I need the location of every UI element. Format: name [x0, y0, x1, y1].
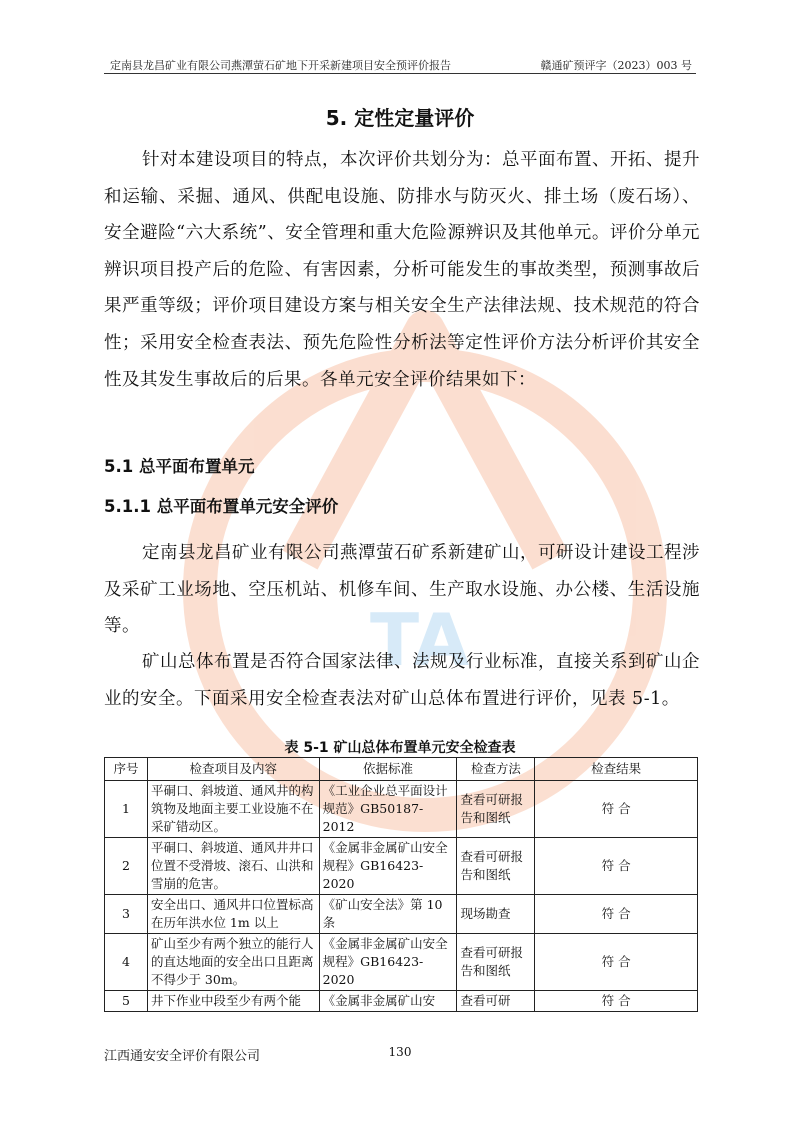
- basis-standard: 《金属非金属矿山安全规程》GB16423-2020: [319, 838, 457, 895]
- header-cell: 检查结果: [535, 758, 698, 781]
- table-row: [105, 781, 698, 838]
- check-method: 查看可研报告和图纸: [457, 934, 535, 991]
- check-method: 查看可研报告和图纸: [457, 838, 535, 895]
- check-result: 符 合: [535, 991, 698, 1012]
- table-row: [105, 934, 698, 991]
- row-number: 4: [105, 934, 148, 991]
- table-header-row: [105, 758, 698, 781]
- footer-company: 江西通安安全评价有限公司: [104, 1049, 261, 1064]
- check-result: 符 合: [535, 895, 698, 934]
- intro-paragraph: 针对本建设项目的特点，本次评价共划分为：总平面布置、开拓、提升和运输、采掘、通风、供配电设施、防排水与防灭火、排土场（废石场）、安全避险“六大系统”、安全管理和重大危险源辨识及其他单元。评价分单元辨识项目投产后的危险、有害因素，分析可能发生的事故类型，预测事故后果严重等级；评价项目建设方案与相关安全生产法律法规、技术规范的符合性；采用安全检查表法、预先危险性分析法等定性评价方法分析评价其安全性及其发生事故后的后果。各单元安全评价结果如下：: [104, 150, 700, 390]
- row-number: 5: [105, 991, 148, 1012]
- table-row: [105, 895, 698, 934]
- check-item: 井下作业中段至少有两个能: [147, 991, 319, 1012]
- row-number: 2: [105, 838, 148, 895]
- safety-checklist-table: [104, 757, 698, 1012]
- header-cell: 检查项目及内容: [147, 758, 319, 781]
- header-report-title: 定南县龙昌矿业有限公司燕潭萤石矿地下开采新建项目安全预评价报告: [110, 59, 451, 72]
- header-cell: 序号: [105, 758, 148, 781]
- basis-standard: 《金属非金属矿山安: [319, 991, 457, 1012]
- header-cell: 检查方法: [457, 758, 535, 781]
- check-method: 现场勘查: [457, 895, 535, 934]
- basis-standard: 《矿山安全法》第 10 条: [319, 895, 457, 934]
- chapter-title: 5. 定性定量评价: [325, 106, 475, 130]
- page-header: [104, 57, 696, 74]
- check-item: 平硐口、斜坡道、通风井井口位置不受滑坡、滚石、山洪和雪崩的危害。: [147, 838, 319, 895]
- paragraph-layout-evaluation: 矿山总体布置是否符合国家法律、法规及行业标准，直接关系到矿山企业的安全。下面采用安全检查表法对矿山总体布置进行评价，见表 5-1。: [104, 652, 700, 709]
- section-heading-5-1-1: 5.1.1 总平面布置单元安全评价: [104, 497, 339, 516]
- check-result: 符 合: [535, 781, 698, 838]
- check-method: 查看可研报告和图纸: [457, 781, 535, 838]
- svg-text:TA: TA: [370, 598, 470, 682]
- check-result: 符 合: [535, 838, 698, 895]
- section-heading-5-1: 5.1 总平面布置单元: [104, 457, 255, 476]
- basis-standard: 《金属非金属矿山安全规程》GB16423-2020: [319, 934, 457, 991]
- table-row: [105, 838, 698, 895]
- check-item: 安全出口、通风井口位置标高在历年洪水位 1m 以上: [147, 895, 319, 934]
- row-number: 3: [105, 895, 148, 934]
- check-result: 符 合: [535, 934, 698, 991]
- header-cell: 依据标准: [319, 758, 457, 781]
- table-caption: 表 5-1 矿山总体布置单元安全检查表: [284, 740, 516, 756]
- row-number: 1: [105, 781, 148, 838]
- check-item: 平硐口、斜坡道、通风井的构筑物及地面主要工业设施不在采矿错动区。: [147, 781, 319, 838]
- paragraph-project-scope: 定南县龙昌矿业有限公司燕潭萤石矿系新建矿山，可研设计建设工程涉及采矿工业场地、空压机站、机修车间、生产取水设施、办公楼、生活设施等。: [104, 543, 700, 637]
- table-row: [105, 991, 698, 1012]
- page-number: 130: [388, 1045, 412, 1059]
- check-item: 矿山至少有两个独立的能行人的直达地面的安全出口且距离不得少于 30m。: [147, 934, 319, 991]
- check-method: 查看可研: [457, 991, 535, 1012]
- basis-standard: 《工业企业总平面设计规范》GB50187-2012: [319, 781, 457, 838]
- header-report-number: 赣通矿预评字（2023）003 号: [540, 59, 692, 72]
